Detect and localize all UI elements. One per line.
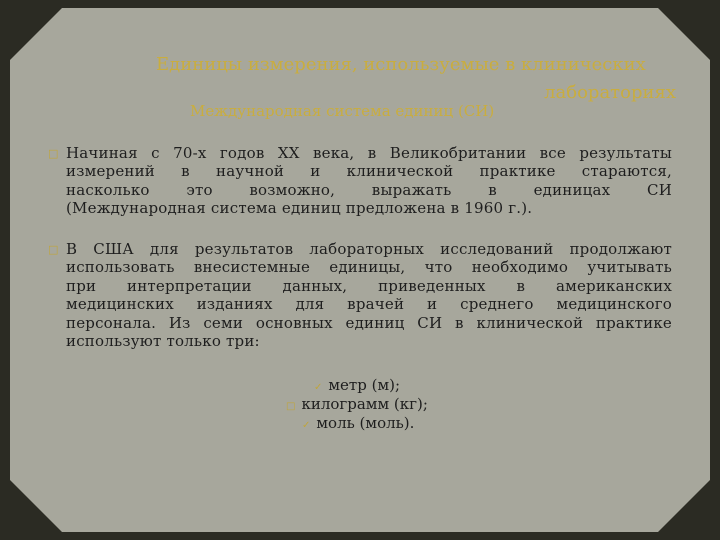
slide-title-line-2: лабораториях: [544, 82, 676, 103]
slide-subtitle: Международная система единиц (СИ): [190, 102, 495, 120]
bullet-paragraph-usa: [48, 240, 672, 350]
unit-label: килограмм (кг);: [301, 395, 428, 413]
unit-label: метр (м);: [328, 376, 401, 394]
paragraph-text: [66, 144, 672, 218]
unit-label: моль (моль).: [316, 414, 415, 432]
bullet-marker-icon: □: [286, 401, 296, 412]
unit-list-item: [286, 395, 428, 416]
bullet-paragraph-uk: [48, 144, 672, 218]
checkmark-icon: ✓: [314, 382, 323, 393]
paragraph-line: измерений в научной и клинической практике стараются,: [66, 162, 672, 181]
unit-list-item: [314, 376, 400, 397]
unit-list-item: [302, 414, 414, 435]
bullet-marker-icon: □: [48, 147, 59, 160]
checkmark-icon: ✓: [302, 420, 311, 431]
paragraph-line: используют только три:: [66, 332, 260, 351]
paragraph-line: персонала. Из семи основных единиц СИ в клинической практике: [66, 313, 672, 332]
paragraph-line: использовать внесистемные единицы, что необходимо учитывать: [66, 258, 672, 277]
paragraph-text: [66, 240, 672, 350]
paragraph-line: В США для результатов лабораторных исследований продолжают: [66, 240, 672, 258]
paragraph-line: Начиная с 70-х годов XX века, в Великобритании все результаты: [66, 144, 672, 162]
paragraph-line: при интерпретации данных, приведенных в американских: [66, 276, 672, 295]
paragraph-line: насколько это возможно, выражать в единицах СИ: [66, 180, 672, 199]
paragraph-line: медицинских изданиях для врачей и среднего медицинского: [66, 295, 672, 314]
slide-title-line-1: Единицы измерения, используемые в клинических: [156, 54, 646, 75]
paragraph-line: (Международная система единиц предложена в 1960 г.).: [66, 199, 533, 218]
bullet-marker-icon: □: [48, 243, 59, 256]
